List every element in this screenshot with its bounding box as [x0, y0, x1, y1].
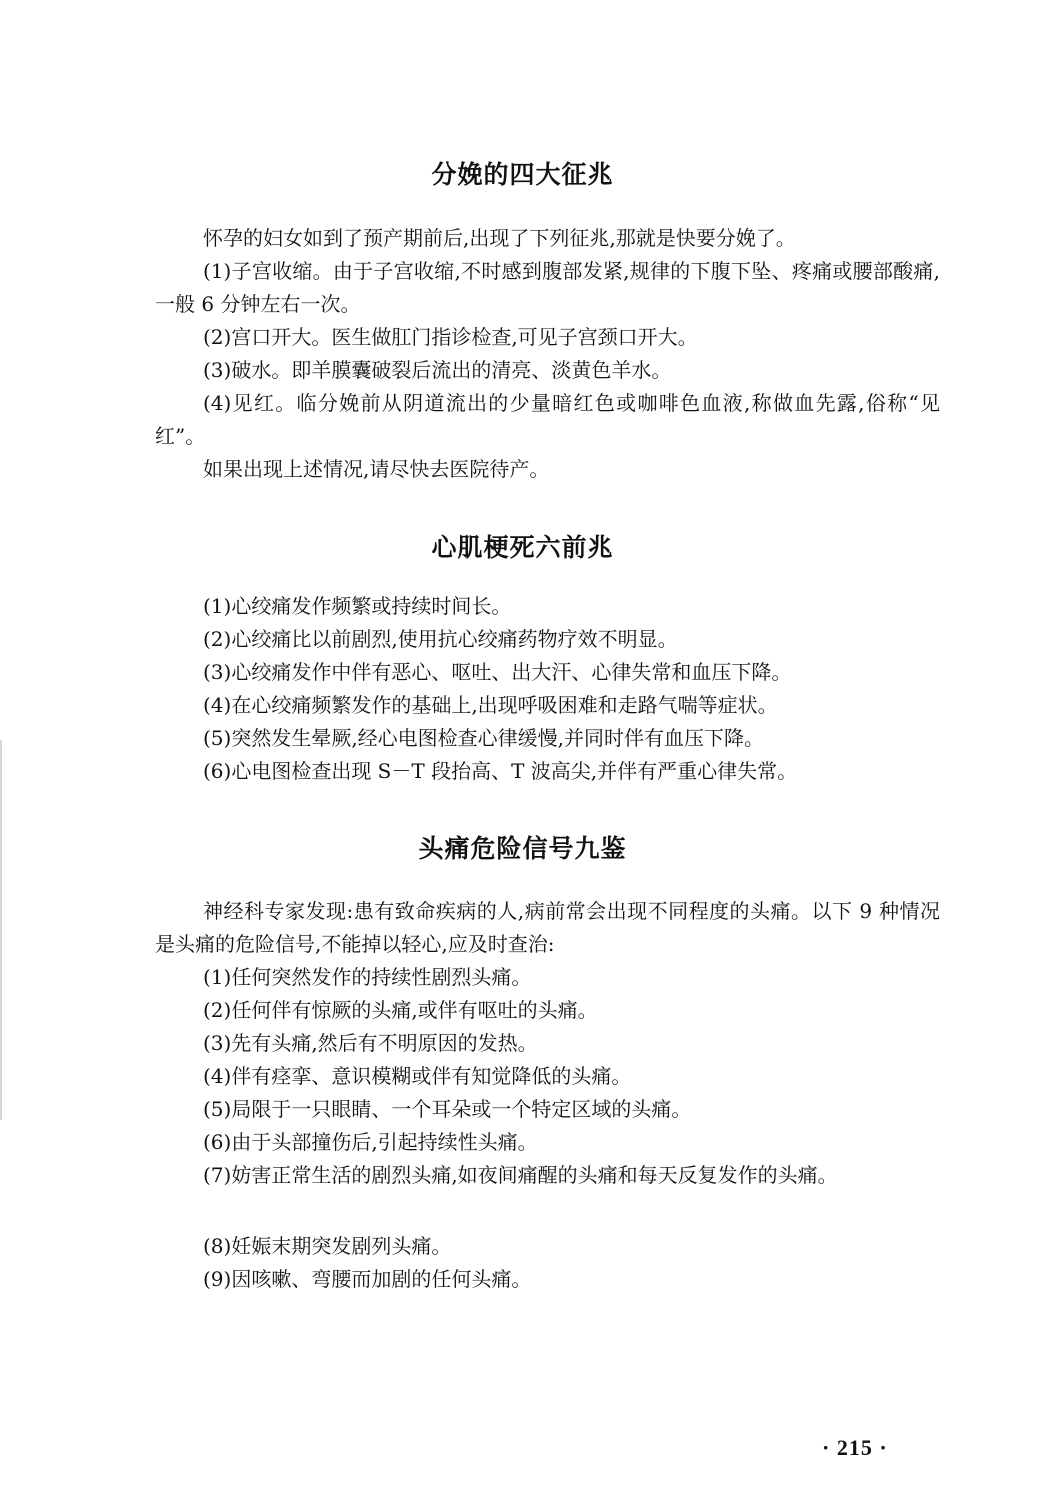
paragraph: (4)见红。临分娩前从阴道流出的少量暗红色或咖啡色血液,称做血先露,俗称“见红”。 — [155, 391, 940, 448]
paragraph: (6)心电图检查出现 S－T 段抬高、T 波高尖,并伴有严重心律失常。 — [203, 759, 798, 783]
section-title-labor-signs: 分娩的四大征兆 — [431, 160, 614, 189]
paragraph: (9)因咳嗽、弯腰而加剧的任何头痛。 — [203, 1267, 532, 1291]
paragraph: 如果出现上述情况,请尽快去医院待产。 — [203, 457, 550, 481]
section-title-heart-attack-signs: 心肌梗死六前兆 — [431, 533, 614, 562]
paragraph: (4)伴有痉挛、意识模糊或伴有知觉降低的头痛。 — [203, 1064, 632, 1088]
paragraph: (6)由于头部撞伤后,引起持续性头痛。 — [203, 1130, 538, 1154]
paragraph: (3)先有头痛,然后有不明原因的发热。 — [203, 1031, 538, 1055]
paragraph: (5)局限于一只眼睛、一个耳朵或一个特定区域的头痛。 — [203, 1097, 692, 1121]
section-title-headache-signs: 头痛危险信号九鉴 — [418, 834, 627, 863]
paragraph: 怀孕的妇女如到了预产期前后,出现了下列征兆,那就是快要分娩了。 — [203, 226, 796, 250]
paragraph: (1)心绞痛发作频繁或持续时间长。 — [203, 594, 512, 618]
paragraph: (4)在心绞痛频繁发作的基础上,出现呼吸困难和走路气喘等症状。 — [203, 693, 778, 717]
paragraph: (3)心绞痛发作中伴有恶心、呕吐、出大汗、心律失常和血压下降。 — [203, 660, 792, 684]
paragraph: 神经科专家发现:患有致命疾病的人,病前常会出现不同程度的头痛。以下 9 种情况是头痛的危险信号,不能掉以轻心,应及时查治: — [155, 899, 940, 956]
paragraph: (3)破水。即羊膜囊破裂后流出的清亮、淡黄色羊水。 — [203, 358, 672, 382]
paragraph: (2)任何伴有惊厥的头痛,或伴有呕吐的头痛。 — [203, 998, 598, 1022]
paragraph: (5)突然发生晕厥,经心电图检查心律缓慢,并同时伴有血压下降。 — [203, 726, 765, 750]
paragraph: (1)任何突然发作的持续性剧烈头痛。 — [203, 965, 532, 989]
paragraph: (7)妨害正常生活的剧烈头痛,如夜间痛醒的头痛和每天反复发作的头痛。 — [203, 1163, 838, 1187]
paragraph: (2)宫口开大。医生做肛门指诊检查,可见子宫颈口开大。 — [203, 325, 698, 349]
paragraph: (8)妊娠末期突发剧列头痛。 — [203, 1234, 452, 1258]
page-number: · 215 · — [822, 1435, 888, 1460]
paragraph: (2)心绞痛比以前剧烈,使用抗心绞痛药物疗效不明显。 — [203, 627, 678, 651]
scan-margin-line — [0, 740, 2, 1120]
paragraph: (1)子宫收缩。由于子宫收缩,不时感到腹部发紧,规律的下腹下坠、疼痛或腰部酸痛,一般 6 分钟左右一次。 — [155, 259, 940, 316]
